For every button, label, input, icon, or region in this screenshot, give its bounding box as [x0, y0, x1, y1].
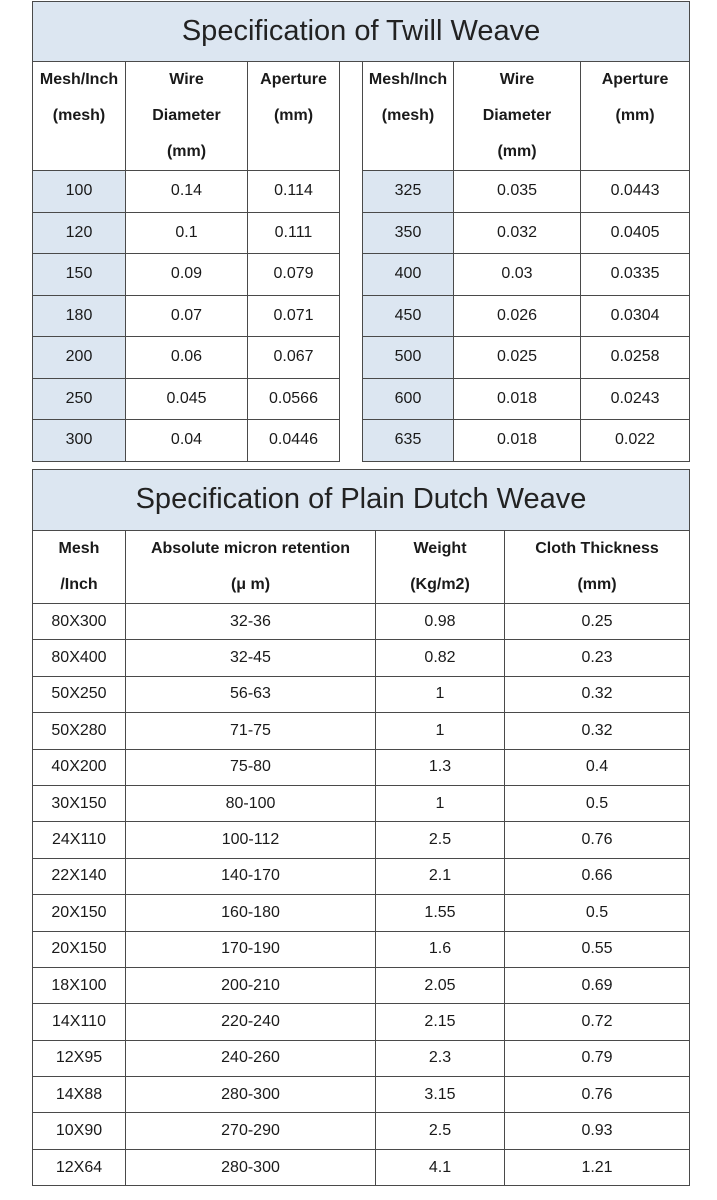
- weight-cell: 2.1: [376, 858, 505, 894]
- retention-cell: 220-240: [126, 1004, 376, 1040]
- retention-cell: 240-260: [126, 1040, 376, 1076]
- weight-cell: 3.15: [376, 1077, 505, 1113]
- table-row: [33, 171, 690, 213]
- aperture-cell: 0.0405: [581, 212, 690, 254]
- column-gap: [340, 420, 363, 462]
- mesh-cell: 400: [363, 254, 454, 296]
- table-row: [33, 931, 690, 967]
- wire-diameter-cell: 0.032: [454, 212, 581, 254]
- weight-cell: 2.5: [376, 1113, 505, 1149]
- column-gap: [340, 378, 363, 420]
- table-row: [33, 378, 690, 420]
- mesh-cell: 300: [33, 420, 126, 462]
- table-row: [33, 420, 690, 462]
- thickness-cell: 1.21: [505, 1149, 690, 1185]
- mesh-cell: 14X88: [33, 1077, 126, 1113]
- wire-diameter-cell: 0.1: [126, 212, 248, 254]
- mesh-cell: 50X280: [33, 713, 126, 749]
- wire-diameter-cell: 0.025: [454, 337, 581, 379]
- retention-cell: 32-36: [126, 604, 376, 640]
- thickness-cell: 0.32: [505, 676, 690, 712]
- retention-cell: 280-300: [126, 1149, 376, 1185]
- twill-header-wire-left: Wire Diameter (mm): [126, 62, 248, 171]
- table-row: [33, 676, 690, 712]
- mesh-cell: 20X150: [33, 931, 126, 967]
- wire-diameter-cell: 0.06: [126, 337, 248, 379]
- mesh-cell: 20X150: [33, 895, 126, 931]
- thickness-cell: 0.5: [505, 895, 690, 931]
- twill-header-wire-right: Wire Diameter (mm): [454, 62, 581, 171]
- twill-column-gap: [340, 62, 363, 171]
- retention-cell: 270-290: [126, 1113, 376, 1149]
- retention-cell: 100-112: [126, 822, 376, 858]
- mesh-cell: 40X200: [33, 749, 126, 785]
- aperture-cell: 0.0335: [581, 254, 690, 296]
- mesh-cell: 12X95: [33, 1040, 126, 1076]
- weight-cell: 2.15: [376, 1004, 505, 1040]
- aperture-cell: 0.022: [581, 420, 690, 462]
- thickness-cell: 0.72: [505, 1004, 690, 1040]
- twill-header-aperture-left: Aperture (mm): [248, 62, 340, 171]
- retention-cell: 32-45: [126, 640, 376, 676]
- wire-diameter-cell: 0.07: [126, 295, 248, 337]
- column-gap: [340, 337, 363, 379]
- table-row: [33, 254, 690, 296]
- thickness-cell: 0.76: [505, 822, 690, 858]
- mesh-cell: 22X140: [33, 858, 126, 894]
- retention-cell: 140-170: [126, 858, 376, 894]
- mesh-cell: 200: [33, 337, 126, 379]
- aperture-cell: 0.0258: [581, 337, 690, 379]
- table-row: [33, 749, 690, 785]
- weight-cell: 2.05: [376, 967, 505, 1003]
- retention-cell: 200-210: [126, 967, 376, 1003]
- wire-diameter-cell: 0.04: [126, 420, 248, 462]
- aperture-cell: 0.114: [248, 171, 340, 213]
- retention-cell: 56-63: [126, 676, 376, 712]
- mesh-cell: 500: [363, 337, 454, 379]
- thickness-cell: 0.5: [505, 785, 690, 821]
- weight-cell: 4.1: [376, 1149, 505, 1185]
- mesh-cell: 325: [363, 171, 454, 213]
- mesh-cell: 250: [33, 378, 126, 420]
- table-row: [33, 212, 690, 254]
- retention-cell: 160-180: [126, 895, 376, 931]
- mesh-cell: 80X300: [33, 604, 126, 640]
- thickness-cell: 0.79: [505, 1040, 690, 1076]
- aperture-cell: 0.0243: [581, 378, 690, 420]
- thickness-cell: 0.55: [505, 931, 690, 967]
- table-row: [33, 640, 690, 676]
- mesh-cell: 80X400: [33, 640, 126, 676]
- aperture-cell: 0.0443: [581, 171, 690, 213]
- thickness-cell: 0.23: [505, 640, 690, 676]
- mesh-cell: 10X90: [33, 1113, 126, 1149]
- table-row: [33, 1149, 690, 1185]
- table-row: [33, 337, 690, 379]
- table-row: [33, 895, 690, 931]
- mesh-cell: 180: [33, 295, 126, 337]
- weight-cell: 1: [376, 676, 505, 712]
- table-row: [33, 713, 690, 749]
- wire-diameter-cell: 0.09: [126, 254, 248, 296]
- dutch-title: Specification of Plain Dutch Weave: [33, 470, 690, 531]
- mesh-cell: 18X100: [33, 967, 126, 1003]
- mesh-cell: 14X110: [33, 1004, 126, 1040]
- aperture-cell: 0.0304: [581, 295, 690, 337]
- wire-diameter-cell: 0.03: [454, 254, 581, 296]
- wire-diameter-cell: 0.018: [454, 378, 581, 420]
- retention-cell: 71-75: [126, 713, 376, 749]
- column-gap: [340, 171, 363, 213]
- mesh-cell: 30X150: [33, 785, 126, 821]
- mesh-cell: 450: [363, 295, 454, 337]
- table-row: [33, 1077, 690, 1113]
- weight-cell: 1: [376, 785, 505, 821]
- twill-header-mesh-right: Mesh/Inch (mesh): [363, 62, 454, 171]
- mesh-cell: 350: [363, 212, 454, 254]
- mesh-cell: 600: [363, 378, 454, 420]
- thickness-cell: 0.93: [505, 1113, 690, 1149]
- weight-cell: 1.55: [376, 895, 505, 931]
- aperture-cell: 0.111: [248, 212, 340, 254]
- weight-cell: 2.3: [376, 1040, 505, 1076]
- mesh-cell: 635: [363, 420, 454, 462]
- table-row: [33, 858, 690, 894]
- thickness-cell: 0.76: [505, 1077, 690, 1113]
- retention-cell: 280-300: [126, 1077, 376, 1113]
- dutch-header-weight: Weight (Kg/m2): [376, 531, 505, 604]
- mesh-cell: 24X110: [33, 822, 126, 858]
- retention-cell: 170-190: [126, 931, 376, 967]
- plain-dutch-weave-table: [32, 469, 690, 1186]
- wire-diameter-cell: 0.045: [126, 378, 248, 420]
- retention-cell: 75-80: [126, 749, 376, 785]
- thickness-cell: 0.25: [505, 604, 690, 640]
- dutch-header-mesh: Mesh /Inch: [33, 531, 126, 604]
- table-row: [33, 604, 690, 640]
- dutch-header-thickness: Cloth Thickness (mm): [505, 531, 690, 604]
- aperture-cell: 0.0446: [248, 420, 340, 462]
- wire-diameter-cell: 0.14: [126, 171, 248, 213]
- table-row: [33, 1004, 690, 1040]
- table-row: [33, 967, 690, 1003]
- weight-cell: 1.3: [376, 749, 505, 785]
- mesh-cell: 120: [33, 212, 126, 254]
- aperture-cell: 0.0566: [248, 378, 340, 420]
- twill-title: Specification of Twill Weave: [33, 2, 690, 62]
- weight-cell: 0.98: [376, 604, 505, 640]
- wire-diameter-cell: 0.026: [454, 295, 581, 337]
- mesh-cell: 12X64: [33, 1149, 126, 1185]
- weight-cell: 0.82: [376, 640, 505, 676]
- twill-header-mesh-left: Mesh/Inch (mesh): [33, 62, 126, 171]
- column-gap: [340, 295, 363, 337]
- column-gap: [340, 212, 363, 254]
- wire-diameter-cell: 0.035: [454, 171, 581, 213]
- thickness-cell: 0.32: [505, 713, 690, 749]
- table-row: [33, 822, 690, 858]
- thickness-cell: 0.69: [505, 967, 690, 1003]
- column-gap: [340, 254, 363, 296]
- mesh-cell: 100: [33, 171, 126, 213]
- weight-cell: 1: [376, 713, 505, 749]
- twill-weave-table: [32, 1, 690, 462]
- weight-cell: 1.6: [376, 931, 505, 967]
- aperture-cell: 0.071: [248, 295, 340, 337]
- thickness-cell: 0.66: [505, 858, 690, 894]
- table-row: [33, 785, 690, 821]
- table-row: [33, 1113, 690, 1149]
- table-row: [33, 295, 690, 337]
- wire-diameter-cell: 0.018: [454, 420, 581, 462]
- weight-cell: 2.5: [376, 822, 505, 858]
- aperture-cell: 0.079: [248, 254, 340, 296]
- table-row: [33, 1040, 690, 1076]
- twill-header-aperture-right: Aperture (mm): [581, 62, 690, 171]
- retention-cell: 80-100: [126, 785, 376, 821]
- mesh-cell: 50X250: [33, 676, 126, 712]
- dutch-header-retention: Absolute micron retention (μ m): [126, 531, 376, 604]
- mesh-cell: 150: [33, 254, 126, 296]
- aperture-cell: 0.067: [248, 337, 340, 379]
- thickness-cell: 0.4: [505, 749, 690, 785]
